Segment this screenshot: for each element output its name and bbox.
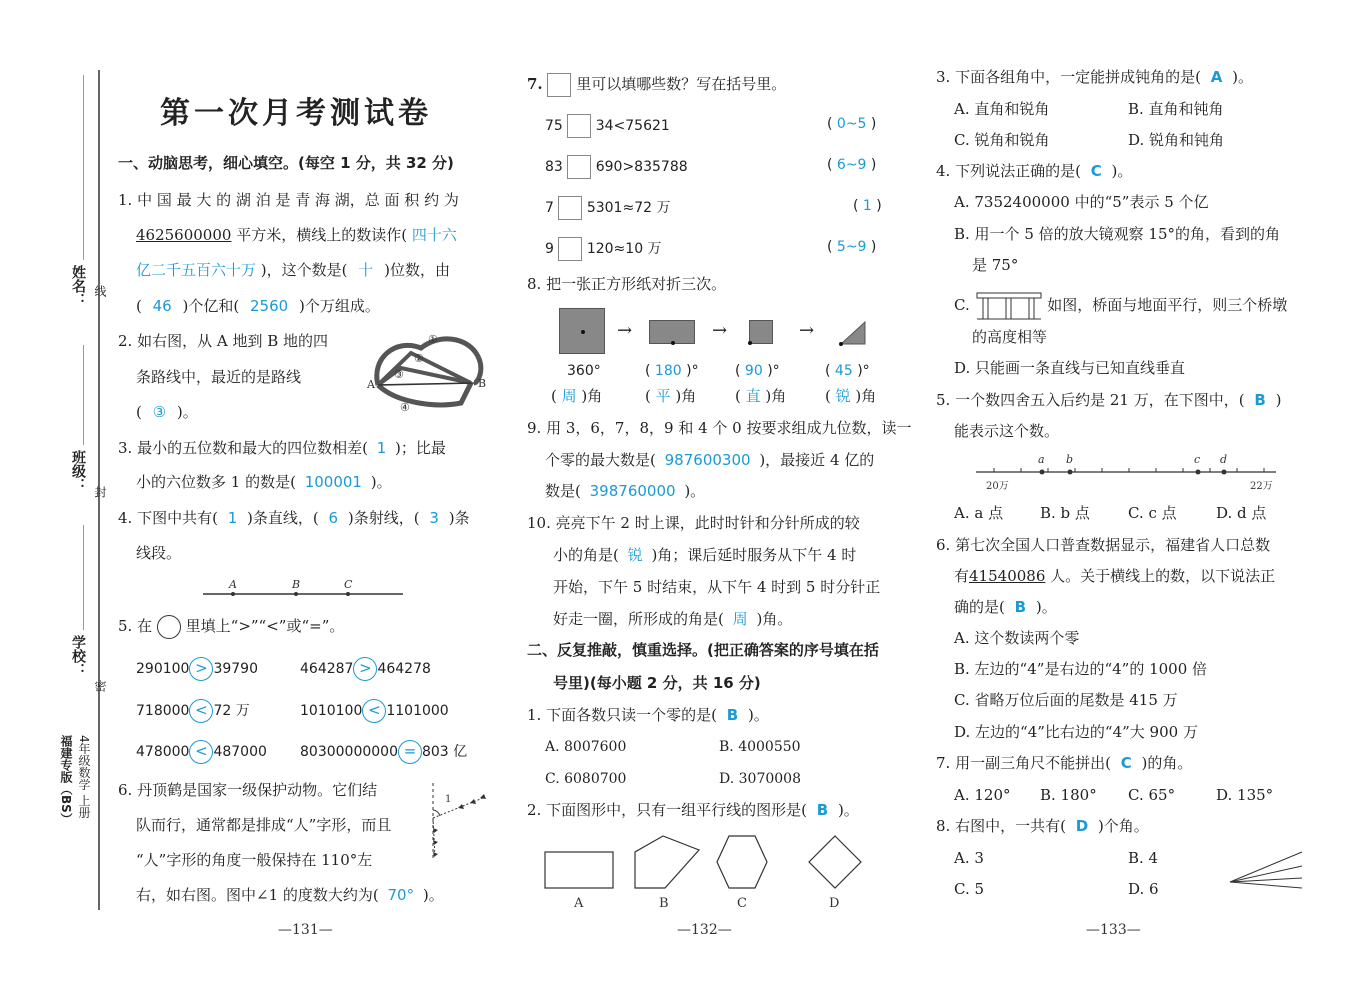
q9-answer2: 398760000 [589,482,676,500]
mark-feng: 封 [93,486,107,498]
number-line-figure [972,450,1282,492]
arrow-icon: → [617,320,633,341]
q7-row-suffix: 34<75621 [595,118,670,134]
s2q2-text: 2. 下面图形中，只有一组平行线的图形是( [527,801,807,819]
mark-xian: 线 [93,285,107,297]
name-line [83,75,84,260]
q7-row2 [545,155,688,179]
q8-type-3: ( 直 )角 [735,387,787,405]
q6-line1: 6. 丹顶鹤是国家一级保护动物。它们结 [118,781,378,799]
section2-heading-line2: 号里)(每小题 2 分，共 16 分) [553,674,761,692]
q7-line1 [527,73,786,97]
q7-answer: 6~9 [836,157,867,173]
q5-line1 [118,615,344,639]
q1-answer2: 十 [358,261,374,279]
cmp-answer: < [189,699,213,723]
q8-type-answer: 锐 [835,387,851,405]
p3-q4-option-c2: 的高度相等 [972,328,1048,346]
p3-q7-text: 7. 用一副三角尺不能拼出( [936,754,1111,772]
cmp-right: 803 亿 [421,744,468,760]
p3-q5-line2: 能表示这个数。 [954,422,1060,440]
q8-type-answer: 平 [655,387,671,405]
p3-q3-text: 3. 下面各组角中，一定能拼成钝角的是( [936,68,1201,86]
q5-row1-left [136,657,258,681]
q10-line1: 10. 亮亮下午 2 时上课，此时时针和分针所成的较 [527,514,860,532]
cmp-left: 464287 [300,661,354,677]
shape-label-a: A [574,896,584,911]
s2q1-line1 [527,705,769,725]
s2q2-answer: B [816,801,829,819]
q7-row1-answer: ( 0~5 ) [827,116,877,132]
q1-text: )个亿和( [182,297,240,315]
cmp-answer: = [398,740,422,764]
folded-small-square [749,320,773,344]
p3-q5-answer: B [1254,391,1266,409]
circle-placeholder-icon [157,615,181,639]
q9-line3 [545,481,705,501]
q9-text: )，最接近 4 亿的 [759,451,875,469]
p3-q7-option-d: D. 135° [1216,786,1274,804]
name-label: 姓名： [70,265,86,307]
section1-heading: 一、动脑思考，细心填空。(每空 1 分，共 32 分) [118,154,454,172]
shape-label-b: B [659,896,669,911]
p3-q6-line1: 6. 第七次全国人口普查数据显示，福建省人口总数 [936,536,1271,554]
q3-line1 [118,438,446,458]
q10-text: 好走一圈，所形成的角是( [553,610,724,628]
p3-q5-option-d: D. d 点 [1216,504,1267,522]
s2q1-option-b: B. 4000550 [719,739,801,755]
nl-point-a: a [1038,453,1045,466]
q1-line2 [136,225,457,245]
p3-q3-option-d: D. 锐角和钝角 [1128,131,1225,149]
q4-answer1: 1 [227,509,238,527]
q6-line2: 队而行，通常都是排成“人”字形，而且 [136,816,392,834]
s2q1-option-d: D. 3070008 [719,771,801,787]
q1-text: )位数，由 [384,261,450,279]
q8-answer: 45 [834,363,853,379]
p3-q8-answer: D [1075,817,1089,835]
cmp-left: 478000 [136,744,190,760]
p3-q8-option-a: A. 3 [954,849,984,867]
angle-word: 角 [861,387,877,405]
q8-line1: 8. 把一张正方形纸对折三次。 [527,275,727,293]
q9-line2 [545,450,874,470]
cmp-right: 487000 [213,744,267,760]
q2-text: )。 [176,403,198,421]
cmp-right: 464278 [377,661,431,677]
q3-text: 3. 最小的五位数和最大的四位数相差( [118,439,368,457]
q7-row4-answer: ( 5~9 ) [827,239,877,255]
q3-answer2: 100001 [304,473,362,491]
q5-row3-right [300,740,467,764]
q8-type-2: ( 平 )角 [645,387,697,405]
q6-answer: 70° [387,886,415,904]
cmp-answer: > [353,657,377,681]
folded-triangle [839,320,867,346]
p3-q4-line1 [936,161,1132,181]
blank-box-icon [567,114,591,138]
s2q1-text: 1. 下面各数只读一个零的是( [527,706,717,724]
q1-line4 [136,296,380,316]
q10-text: 小的角是( [553,546,619,564]
p3-q5-option-b: B. b 点 [1040,504,1090,522]
q1-answer1a: 四十六 [411,226,457,244]
p3-q7-text: )的角。 [1141,754,1193,772]
degree-unit: ° [691,363,699,379]
q8-type-1: ( 周 )角 [551,387,603,405]
q7-answer: 0~5 [836,116,867,132]
q10-text: )角；课后延时服务从下午 4 时 [651,546,857,564]
p3-q5-line1 [936,390,1281,410]
p3-q4-option-b2: 是 75° [972,256,1019,274]
arrow-icon: → [799,320,815,341]
q9-text: )。 [684,482,706,500]
p3-q3-option-c: C. 锐角和锐角 [954,131,1050,149]
q6-line4 [136,885,444,905]
q7-row2-answer: ( 6~9 ) [827,157,877,173]
p3-q6-answer: B [1014,598,1027,616]
q7-row-prefix: 7 [545,200,554,216]
p3-q6-line3 [954,597,1057,617]
q4-text: )条直线，( [247,509,319,527]
q2-text: ( [136,403,142,421]
angle-1-label: 1 [445,794,452,805]
q8-degree-180: ( 180 )° [645,363,699,379]
cmp-answer: < [362,699,386,723]
q4-line1 [118,508,470,528]
p3-q5-option-a: A. a 点 [954,504,1004,522]
q6-text: 右，如右图。图中∠1 的度数大约为( [136,886,379,904]
page-number-133: —133— [1086,922,1141,938]
p3-q4-option-a: A. 7352400000 中的“5”表示 5 个亿 [954,193,1209,211]
p3-q8-option-c: C. 5 [954,880,985,898]
p3-q3-answer: A [1210,68,1223,86]
p3-q8-text: 8. 右图中，一共有( [936,817,1066,835]
q6-line3: “人”字形的角度一般保持在 110°左 [136,851,373,869]
q10-answer1: 锐 [627,546,643,564]
q4-text: 4. 下图中共有( [118,509,218,527]
p3-q6-line2 [954,566,1275,586]
p3-q6-text: )。 [1035,598,1057,616]
route-figure [366,328,496,418]
q10-line4 [553,609,792,629]
p3-q6-text: 有 [954,567,970,585]
crane-formation-figure [423,778,493,868]
p3-q4-text: 4. 下列说法正确的是( [936,162,1081,180]
q3-line2 [136,472,392,492]
q1-text: )个万组成。 [298,297,380,315]
series-line1: 福建专版（BS） [59,735,73,825]
q10-line2 [553,545,856,565]
blank-box-icon [558,196,582,220]
p3-q4-c-prefix: C. [954,296,970,314]
q5-row1-right [300,657,431,681]
cmp-right: 39790 [213,661,258,677]
route-label-4: ④ [400,401,410,414]
p3-q3-text: )。 [1232,68,1253,86]
page-number-131: —131— [278,922,333,938]
q7-row-suffix: 5301≈72 万 [586,200,671,216]
line-abc-figure [198,576,408,602]
p3-q3-line1 [936,67,1253,87]
blank-box-icon [567,155,591,179]
q5-row2-right [300,699,449,723]
cmp-left: 290100 [136,661,190,677]
p3-q6-underlined-number: 41540086 [969,567,1046,585]
q10-line3: 开始，下午 5 时结束，从下午 4 时到 5 时分针正 [553,578,881,596]
p3-q6-text: 确的是( [954,598,1005,616]
degree-unit: ° [772,363,780,379]
cmp-left: 80300000000 [300,744,398,760]
p3-q7-option-b: B. 180° [1040,786,1097,804]
q4-text: )条 [448,509,470,527]
q2-line2: 条路线中，最近的是路线 [136,368,302,386]
p3-q4-answer: C [1090,162,1102,180]
q6-text: )。 [422,886,444,904]
q1-underlined-number: 4625600000 [136,226,232,244]
q7-number: 7. [527,75,543,93]
route-label-3: ③ [394,368,404,381]
q1-text: ( [136,297,142,315]
q4-answer2: 6 [328,509,339,527]
route-label-1: ① [428,333,438,346]
q3-answer1: 1 [376,439,387,457]
class-line [83,345,84,445]
q8-answer: 90 [744,363,763,379]
p3-q4-text: )。 [1111,162,1133,180]
q7-row-suffix: 690>835788 [595,159,688,175]
q7-row3 [545,196,670,220]
class-label: 班级： [70,450,86,492]
p3-q7-option-c: C. 65° [1128,786,1176,804]
q2-line3 [136,402,198,422]
q5-row3-left [136,740,267,764]
school-label: 学校： [70,635,86,677]
blank-box-icon [547,73,571,97]
p3-q6-option-d: D. 左边的“4”比右边的“4”大 900 万 [954,723,1198,741]
q7-answer: 1 [862,198,872,214]
q10-text: )角。 [756,610,793,628]
p3-q4-c-text: 如图，桥面与地面平行，则三个桥墩 [1047,296,1288,314]
cmp-left: 718000 [136,703,190,719]
q7-row-suffix: 120≈10 万 [586,241,662,257]
q4-answer3: 3 [429,509,439,527]
angle-word: 角 [771,387,787,405]
p3-q5-text: ) [1275,391,1282,409]
q8-type-answer: 周 [561,387,577,405]
nl-point-c: c [1194,453,1201,466]
nl-point-d: d [1220,453,1228,466]
s2q1-option-a: A. 8007600 [545,739,627,755]
q10-answer2: 周 [732,610,748,628]
p3-q8-text: )个角。 [1097,817,1149,835]
folded-square-full [559,308,605,354]
page-number-132: —132— [677,922,732,938]
point-a-label: A [367,378,375,391]
angle-word: 角 [587,387,603,405]
s2q1-text: )。 [747,706,769,724]
bridge-figure [975,291,1043,321]
p3-q8-option-d: D. 6 [1128,880,1159,898]
binding-margin [0,0,115,999]
p3-q6-text: 人。关于横线上的数，以下说法正 [1050,567,1276,585]
q7-row4 [545,237,662,261]
q3-text: 小的六位数多 1 的数是( [136,473,296,491]
page-132 [527,0,912,999]
angle-word: 角 [681,387,697,405]
q8-degree-90: ( 90 )° [735,363,780,379]
q9-text: 个零的最大数是( [545,451,656,469]
point-b: B [292,578,301,591]
folded-rectangle [649,320,695,344]
exam-title: 第一次月考测试卷 [160,96,432,131]
q7-row1 [545,114,670,138]
cmp-left: 1010100 [300,703,363,719]
p3-q6-option-c: C. 省略万位后面的尾数是 415 万 [954,691,1178,709]
cmp-answer: > [189,657,213,681]
q3-text: )；比最 [395,439,446,457]
q1-answer3: 46 [152,297,172,315]
blank-box-icon [558,237,582,261]
q1-line1: 1. 中 国 最 大 的 湖 泊 是 青 海 湖，总 面 积 约 为 [118,191,459,209]
q7-row-prefix: 9 [545,241,554,257]
q1-answer1b: 亿二千五百六十万 [136,261,257,279]
page-131 [118,0,498,999]
q1-text: )，这个数是( [260,261,348,279]
q7-row3-answer: ( 1 ) [853,198,882,214]
p3-q7-answer: C [1120,754,1132,772]
p3-q7-option-a: A. 120° [954,786,1011,804]
p3-q4-option-c1 [954,291,1287,321]
q8-type-answer: 直 [745,387,761,405]
arrow-icon: → [712,320,728,341]
s2q1-option-c: C. 6080700 [545,771,627,787]
p3-q4-option-d: D. 只能画一条直线与已知直线垂直 [954,359,1186,377]
q5-row2-left [136,699,250,723]
point-a: A [229,578,237,591]
q1-text: 平方米，横线上的数读作( [236,226,408,244]
s2q2-line1 [527,800,859,820]
q9-text: 数是( [545,482,581,500]
p3-q5-option-c: C. c 点 [1128,504,1177,522]
q8-type-4: ( 锐 )角 [825,387,877,405]
cmp-right: 72 万 [213,703,250,719]
q5-text: 5. 在 [118,617,153,635]
p3-q8-line1 [936,816,1149,836]
q1-answer4: 2560 [250,297,289,315]
series-line2: 4年级数学 上册 [77,735,91,819]
shapes-figure [541,832,871,912]
p3-q3-option-a: A. 直角和锐角 [954,100,1050,118]
section2-heading-line1: 二、反复推敲，慎重选择。(把正确答案的序号填在括 [527,641,879,659]
q8-degree-360: 360° [567,363,601,379]
q7-answer: 5~9 [836,239,867,255]
q7-text: 里可以填哪些数？写在括号里。 [576,75,787,93]
cmp-right: 1101000 [386,703,449,719]
mark-mi: 密 [93,680,107,692]
p3-q6-option-b: B. 左边的“4”是右边的“4”的 1000 倍 [954,660,1208,678]
page-133 [936,0,1326,999]
point-b-label: B [478,377,487,390]
degree-unit: ° [862,363,870,379]
q7-row-prefix: 83 [545,159,563,175]
nl-right-label: 22万 [1250,481,1273,492]
school-line [83,525,84,630]
nl-left-label: 20万 [986,481,1009,492]
q7-row-prefix: 75 [545,118,563,134]
q9-answer1: 987600300 [664,451,751,469]
p3-q4-option-b1: B. 用一个 5 倍的放大镜观察 15°的角，看到的角 [954,225,1280,243]
cmp-answer: < [189,740,213,764]
q5-text: 里填上“>”“<”或“=”。 [185,617,345,635]
shape-label-c: C [737,896,747,911]
q8-degree-45: ( 45 )° [825,363,870,379]
q4-text: )条射线，( [347,509,420,527]
s2q2-text: )。 [837,801,859,819]
rays-angle-figure [1226,848,1306,892]
point-c: C [344,578,353,591]
q9-line1: 9. 用 3，6，7，8，9 和 4 个 0 按要求组成九位数，读一 [527,419,912,437]
p3-q5-text: 5. 一个数四舍五入后约是 21 万，在下图中，( [936,391,1245,409]
q1-line3 [136,260,450,280]
shape-label-d: D [829,896,840,911]
q2-line1: 2. 如右图，从 A 地到 B 地的四 [118,332,329,350]
p3-q8-option-b: B. 4 [1128,849,1159,867]
q3-text: )。 [370,473,392,491]
q2-answer: ③ [152,403,167,421]
s2q1-answer: B [726,706,739,724]
nl-point-b: b [1066,453,1074,466]
p3-q3-option-b: B. 直角和钝角 [1128,100,1224,118]
p3-q7-line1 [936,753,1192,773]
route-label-2: ② [414,352,424,365]
q8-answer: 180 [654,363,682,379]
p3-q6-option-a: A. 这个数读两个零 [954,629,1080,647]
q4-line2: 线段。 [136,544,182,562]
